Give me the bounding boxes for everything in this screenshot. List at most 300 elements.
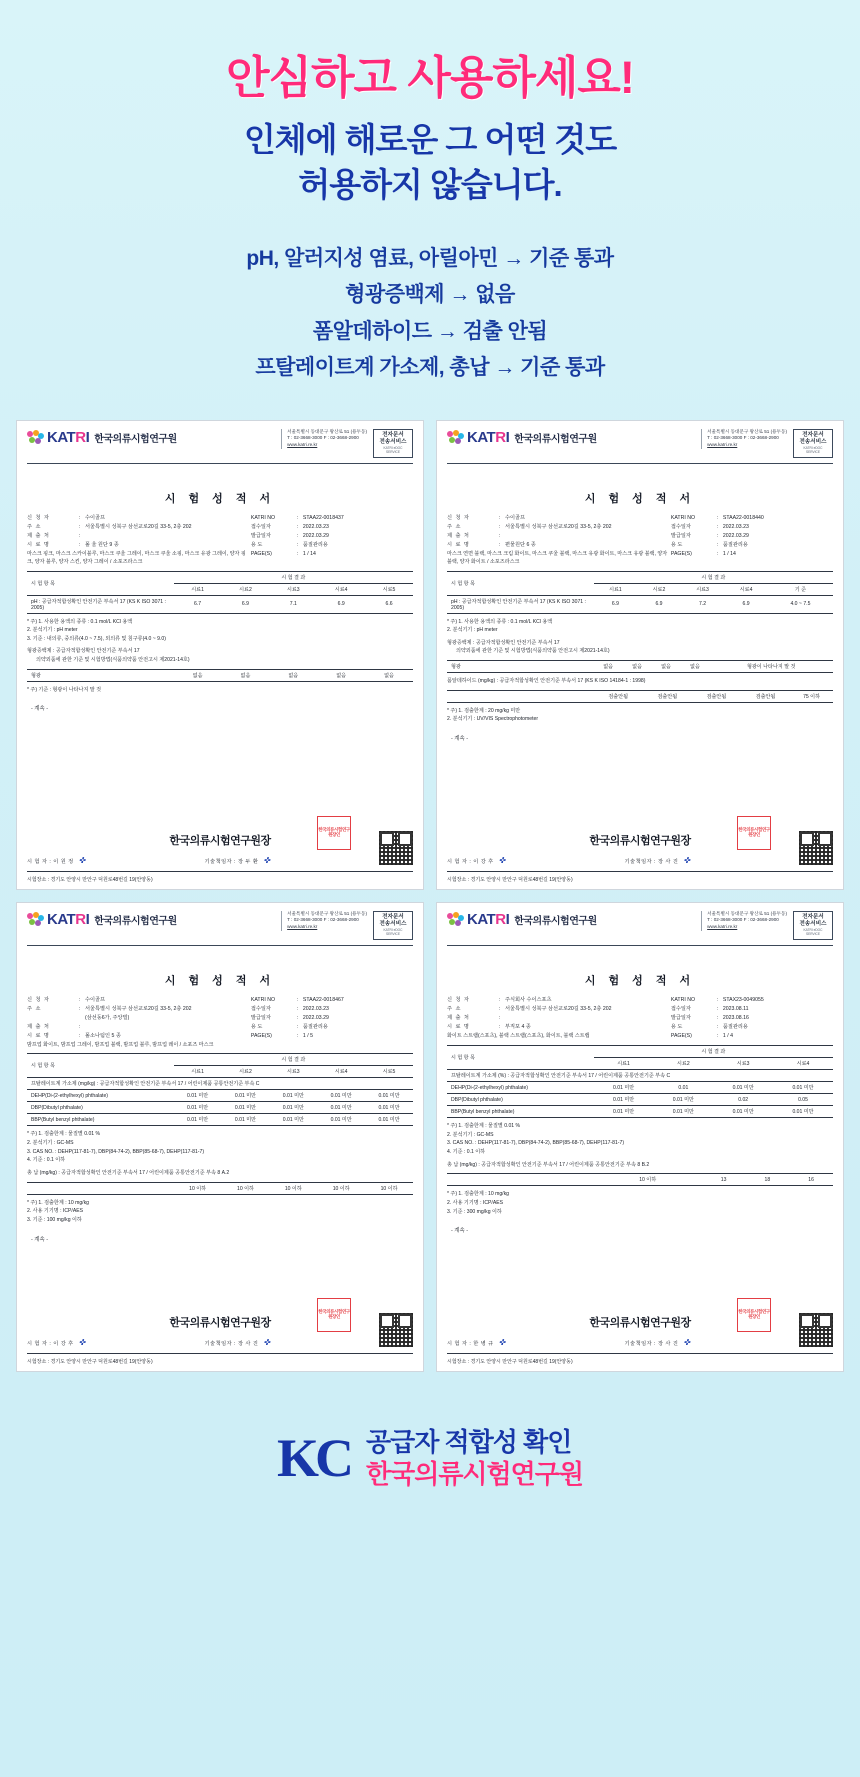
address-line-2: T : 02-3668-3000 F : 02-3668-2900 bbox=[707, 917, 779, 923]
meta-value-address: 서울특별시 성북구 삼선교로20길 33-5, 2층 202 bbox=[85, 523, 192, 530]
address-line-3: www.katri.re.kr bbox=[287, 442, 318, 448]
katri-logo bbox=[27, 429, 177, 446]
cell-value: 검출안됨 bbox=[643, 690, 692, 702]
table-row bbox=[447, 690, 833, 702]
notes-block bbox=[447, 618, 833, 635]
meta-label-issued: 발급일자 bbox=[250, 532, 271, 539]
meta-label-received: 접수일자 bbox=[250, 523, 271, 530]
certificate-footer bbox=[437, 826, 843, 883]
meta-sample-description: 화이트 스트랩(스포츠), 블랙 스트랩(스포츠), 화이트, 블랙 스트랩 bbox=[447, 1033, 590, 1039]
cell-value: 없음 bbox=[222, 669, 270, 681]
signature-row bbox=[27, 856, 413, 865]
meta-label-report: 용 도 bbox=[250, 541, 263, 548]
cell-value: 0.01 미만 bbox=[365, 1102, 413, 1114]
cell-value: 없음 bbox=[623, 661, 652, 673]
katri-korean-name: 한국의류시험연구원 bbox=[514, 433, 597, 445]
note-line: 3. CAS NO. : DEHP(117-81-7), DBP(84-74-2), BBP(85-68-7), DEHP(117-81-7) bbox=[447, 1140, 625, 1147]
cell-value: 0.01 미만 bbox=[174, 1090, 222, 1102]
cell-value: 0.01 미만 bbox=[653, 1094, 713, 1106]
results-table-secondary bbox=[447, 1173, 833, 1186]
results-table bbox=[447, 571, 833, 614]
org-name: 한국의류시험연구원장 bbox=[589, 1316, 691, 1329]
th-col: 시료3 bbox=[269, 583, 317, 595]
edoc-badge bbox=[373, 429, 413, 458]
note-line: 3. 기준 : 300 mg/kg 이하 bbox=[447, 1208, 502, 1215]
meta-label-page: PAGE(S) bbox=[670, 551, 692, 557]
claim-item: 폼알데하이드 → 검출 안됨 bbox=[312, 319, 548, 343]
note-line: * 주) 1. 검출한계 : 10 mg/kg bbox=[27, 1199, 89, 1206]
note-line: 2. 분석기기 : UV/VIS Spectrophotometer bbox=[447, 716, 539, 723]
section-lead bbox=[27, 1169, 413, 1178]
note-line: 4. 기준 : 0.1 이하 bbox=[27, 1157, 66, 1164]
meta-value-issued: 2022.03.29 bbox=[722, 532, 749, 539]
address-line-2: T : 02-3668-3000 F : 02-3668-2900 bbox=[287, 435, 359, 441]
meta-label-applicant: 신 청 자 bbox=[27, 996, 50, 1003]
cell-value: 10 이하 bbox=[594, 1174, 702, 1186]
section-fluorescent bbox=[27, 647, 413, 664]
address-line-1: 서울특별시 동대문구 왕산로 51 (용두동) bbox=[287, 910, 367, 916]
th-col: 시료4 bbox=[724, 583, 768, 595]
cell-value: 6.9 bbox=[637, 595, 681, 613]
note-line: 3. CAS NO. : DEHP(117-81-7), DBP(84-74-2), BBP(85-68-7), DEHP(117-81-7) bbox=[27, 1148, 205, 1155]
cell-value: 없음 bbox=[174, 669, 222, 681]
cell-value: 13 bbox=[702, 1174, 746, 1186]
meta-value-applicant: 주식회사 수이스포츠 bbox=[505, 996, 552, 1003]
meta-value-report: 품질관리용 bbox=[722, 541, 748, 548]
certificate-meta: 신 청 자 : 수이골프 주 소 : 서울특별시 성북구 삼선교로20길 33-5, 2층 202 (삼선동6가, 주앙빌) 제 출 처 : 시 료 명 : 폴소나팀인 5 종 밤프업 화이트, 밤프업 그레이, 밤프업 블랙, 밤프업 블루, 밤프업 레이 / 소포즈 마스크 KATRI NO : STAA22-0018467 접수일자 : 2022.03.23 발급일자 : 2022.03.29 용 도 : 품질관리용 PAGE(S) : 1 / 5 bbox=[27, 996, 413, 1050]
cell-value: 10 이하 bbox=[222, 1182, 270, 1194]
cell-value: 75 이하 bbox=[790, 690, 833, 702]
official-seal-icon: 한국의류시험연구원장인 bbox=[737, 1298, 771, 1332]
cell-value: 0.01 미만 bbox=[594, 1106, 654, 1118]
section-note: * 주) 기준 : 형광이 나타나지 말 것 bbox=[27, 686, 102, 693]
meta-value-sample: 편물원단 6 종 bbox=[505, 541, 536, 548]
cell-item bbox=[27, 1182, 174, 1194]
notes-block bbox=[27, 1130, 413, 1165]
cell-value: 없음 bbox=[269, 669, 317, 681]
certificate-card bbox=[16, 420, 424, 890]
continue-marker: - 계속 - bbox=[451, 736, 469, 743]
cell-item: DBP(Dibutyl phthalate) bbox=[447, 1094, 594, 1106]
kc-footer-line1: 공급자 적합성 확인 bbox=[365, 1426, 572, 1457]
th-col: 시료2 bbox=[222, 583, 270, 595]
qr-code-icon bbox=[379, 831, 413, 865]
th-col: 시료4 bbox=[317, 583, 365, 595]
cell-value: 0.05 bbox=[773, 1094, 833, 1106]
edoc-badge bbox=[373, 911, 413, 940]
meta-value-katri-no: STAA22-0018467 bbox=[302, 996, 344, 1003]
certificate-grid bbox=[16, 420, 844, 1372]
th-col: 시료4 bbox=[317, 1066, 365, 1078]
meta-value-address2: (삼선동6가, 주앙빌) bbox=[85, 1014, 130, 1021]
katri-korean-name: 한국의류시험연구원 bbox=[94, 915, 177, 927]
note-line: 3. 기준 : 100 mg/kg 이하 bbox=[27, 1216, 82, 1223]
signature-mark-icon: ✜ bbox=[498, 855, 506, 865]
cell-value: 10 이하 bbox=[269, 1182, 317, 1194]
meta-value-report: 품질관리용 bbox=[722, 1023, 748, 1030]
signature-mark-icon: ✜ bbox=[78, 855, 86, 865]
cell-item: DEHP(Di-(2-ethylhexyl) phthalate) bbox=[447, 1082, 594, 1094]
test-place bbox=[447, 871, 833, 883]
results-table-tertiary bbox=[447, 690, 833, 703]
th-item: 시 험 항 목 bbox=[27, 1054, 174, 1078]
katri-address bbox=[701, 429, 787, 449]
section-lead bbox=[447, 1161, 833, 1170]
th-item: 시 험 항 목 bbox=[27, 571, 174, 595]
issuing-organization bbox=[447, 1308, 833, 1330]
table-row bbox=[27, 1078, 413, 1090]
label-place: 시험장소 : bbox=[447, 1358, 470, 1365]
value-tech: 장 사 진 bbox=[657, 1340, 679, 1347]
meta-value-sample: 폴 울 원단 9 종 bbox=[85, 541, 119, 548]
test-place bbox=[27, 1353, 413, 1365]
note-line: 2. 분석기기 : GC-MS bbox=[447, 1131, 494, 1138]
cell-value: 검출안됨 bbox=[594, 690, 643, 702]
cell-value: 0.01 미만 bbox=[317, 1102, 365, 1114]
meta-label-sample: 시 료 명 bbox=[27, 541, 50, 548]
meta-value-sample: 부직포 4 종 bbox=[505, 1023, 531, 1030]
results-table-secondary bbox=[27, 1182, 413, 1195]
notes-block-2 bbox=[447, 707, 833, 724]
katri-logo bbox=[27, 911, 177, 928]
th-item: 시 험 항 목 bbox=[447, 1046, 594, 1070]
meta-value-address: 서울특별시 성북구 삼선교로20길 33-5, 2층 202 bbox=[505, 523, 612, 530]
meta-value-page: 1 / 14 bbox=[302, 551, 316, 557]
meta-value-submitter bbox=[505, 532, 671, 541]
th-col: 시료1 bbox=[174, 583, 222, 595]
cell-value: 0.01 미만 bbox=[269, 1114, 317, 1126]
certificate-card bbox=[436, 420, 844, 890]
cell-item: pH : 공급자적합성확인 안전기준 부속서 17 (KS K ISO 3071 : 2005) bbox=[27, 595, 174, 613]
meta-label-katri-no: KATRI NO bbox=[670, 996, 695, 1003]
cell-value: 형광이 나타나지 말 것 bbox=[709, 661, 833, 673]
meta-sample-description: 밤프업 화이트, 밤프업 그레이, 밤프업 블랙, 밤프업 블루, 밤프업 레이 / 소포즈 마스크 bbox=[27, 1042, 214, 1049]
th-col: 시료3 bbox=[269, 1066, 317, 1078]
certificate-title: 시 험 성 적 서 bbox=[164, 492, 276, 505]
meta-label-katri-no: KATRI NO bbox=[250, 996, 275, 1003]
label-place: 시험장소 : bbox=[27, 876, 50, 883]
cell-value: 0.01 미만 bbox=[174, 1114, 222, 1126]
cell-value: 0.01 미만 bbox=[222, 1090, 270, 1102]
address-line-1: 서울특별시 동대문구 왕산로 51 (용두동) bbox=[707, 910, 787, 916]
signature-mark-icon: ✜ bbox=[263, 855, 271, 865]
th-results: 시 험 결 과 bbox=[174, 1054, 413, 1066]
label-tech: 기술책임자 : bbox=[624, 858, 656, 865]
edoc-badge bbox=[793, 911, 833, 940]
cell-value: 검출안됨 bbox=[741, 690, 790, 702]
th-results: 시 험 결 과 bbox=[174, 571, 413, 583]
test-place bbox=[447, 1353, 833, 1365]
note-line: 2. 사용 기기명 : ICP/AES bbox=[447, 1200, 504, 1207]
th-col: 시료3 bbox=[713, 1058, 773, 1070]
label-place: 시험장소 : bbox=[447, 876, 470, 883]
results-table-secondary bbox=[447, 660, 833, 673]
meta-label-report: 용 도 bbox=[670, 541, 683, 548]
edoc-badge bbox=[793, 429, 833, 458]
meta-label-received: 접수일자 bbox=[670, 523, 691, 530]
cell-value: 6.6 bbox=[365, 595, 413, 613]
signature-mark-icon: ✜ bbox=[498, 1337, 506, 1347]
section-title: 프탈레이트계 가소제 (%) : 공급자적합성확인 안전기준 부속서 17 / 어린이제품 공통안전기준 부속 C bbox=[447, 1070, 833, 1082]
address-line-3: www.katri.re.kr bbox=[707, 442, 738, 448]
org-name: 한국의류시험연구원장 bbox=[169, 1316, 271, 1329]
meta-label-submitter: 제 출 처 bbox=[27, 1023, 50, 1030]
cell-value: 6.9 bbox=[594, 595, 638, 613]
cell-value: 없음 bbox=[652, 661, 681, 673]
th-col: 시료2 bbox=[637, 583, 681, 595]
katri-wordmark: KATRI bbox=[47, 428, 90, 446]
certificate-meta: 신 청 자 : 수이골프 주 소 : 서울특별시 성북구 삼선교로20길 33-5, 2층 202 제 출 처 : 시 료 명 : 편물원단 6 종 마스크 연면 블랙, 마스크 크림 화이트, 마스크 쿠울 블랙, 마스크 유광 화이트, 마스크 유광 블랙, 양자 블랙, 양자 화이트 / 소포즈라스크 KATRI NO : STAA22-0018440 접수일자 : 2022.03.23 발급일자 : 2022.03.29 용 도 : 품질관리용 PAGE(S) : 1 / 14 bbox=[447, 514, 833, 567]
table-row bbox=[447, 1070, 833, 1082]
meta-value-address: 서울특별시 성북구 삼선교로20길 33-5, 2층 202 bbox=[85, 1005, 192, 1012]
edoc-sub: 전송서비스 bbox=[799, 921, 827, 928]
th-col: 시료1 bbox=[594, 1058, 654, 1070]
section-title: 총 납 (mg/kg) : 공급자적합성확인 안전기준 부속서 17 / 어린이제품 공통안전기준 부속 8 A.2 bbox=[27, 1169, 230, 1176]
certificate-footer bbox=[17, 1308, 423, 1365]
meta-label-katri-no: KATRI NO bbox=[250, 514, 275, 521]
section-sub: 의약외품에 관한 기준 및 시험방법(식품의약품 안전고시 제2021-14호) bbox=[456, 648, 610, 655]
cell-value: 0.01 미만 bbox=[222, 1114, 270, 1126]
meta-label-sample: 시 료 명 bbox=[447, 541, 470, 548]
katri-logo bbox=[447, 429, 597, 446]
meta-value-applicant: 수이골프 bbox=[85, 996, 106, 1003]
value-place: 경기도 안양시 만안구 덕원로48번길 19(안양동) bbox=[470, 876, 573, 883]
signature-row bbox=[447, 1338, 833, 1347]
edoc-sub: 전송서비스 bbox=[799, 439, 827, 446]
section-title: 프탈레이트계 가소제 (mg/kg) : 공급자적합성확인 안전기준 부속서 17 / 어린이제품 공통안전기준 부속 C bbox=[27, 1078, 413, 1090]
official-seal-icon: 한국의류시험연구원장인 bbox=[317, 816, 351, 850]
cell-value: 0.01 미만 bbox=[269, 1090, 317, 1102]
edoc-small: KATRI eDOC SERVICE bbox=[383, 928, 403, 937]
meta-value-submitter bbox=[85, 1023, 251, 1032]
continue-marker: - 계속 - bbox=[451, 1228, 469, 1235]
headline-sub-line2: 허용하지 않습니다. bbox=[298, 165, 562, 203]
table-row bbox=[447, 1082, 833, 1094]
signature-mark-icon: ✜ bbox=[78, 1337, 86, 1347]
results-table bbox=[447, 1045, 833, 1118]
cell-value: 4.0 ~ 7.5 bbox=[768, 595, 833, 613]
headline-block bbox=[0, 50, 860, 386]
meta-label-report: 용 도 bbox=[250, 1023, 263, 1030]
section-formaldehyde bbox=[447, 677, 833, 686]
edoc-small: KATRI eDOC SERVICE bbox=[803, 928, 823, 937]
table-row bbox=[447, 1094, 833, 1106]
table-row bbox=[27, 1090, 413, 1102]
th-col: 시료1 bbox=[594, 583, 638, 595]
signature-row bbox=[447, 856, 833, 865]
th-col: 시료4 bbox=[773, 1058, 833, 1070]
edoc-sub: 전송서비스 bbox=[379, 439, 407, 446]
cell-value: 0.01 미만 bbox=[713, 1082, 773, 1094]
certificate-meta: 신 청 자 : 주식회사 수이스포츠 주 소 : 서울특별시 성북구 삼선교로20길 33-5, 2층 202 제 출 처 : 시 료 명 : 부직포 4 종 화이트 스트랩(스포츠), 블랙 스트랩(스포츠), 화이트, 블랙 스트랩 KATRI NO : STAX23-0049055 접수일자 : 2023.08.11 발급일자 : 2023.08.16 용 도 : 품질관리용 PAGE(S) : 1 / 4 bbox=[447, 996, 833, 1041]
katri-wordmark: KATRI bbox=[47, 910, 90, 928]
cell-value: 0.01 미만 bbox=[713, 1106, 773, 1118]
address-line-1: 서울특별시 동대문구 왕산로 51 (용두동) bbox=[707, 428, 787, 434]
meta-value-page: 1 / 5 bbox=[302, 1033, 313, 1039]
table-row bbox=[447, 595, 833, 613]
meta-value-applicant: 수이골프 bbox=[85, 514, 106, 521]
cell-value: 0.01 미만 bbox=[365, 1114, 413, 1126]
meta-label-address: 주 소 bbox=[27, 523, 42, 530]
cell-value: 0.01 미만 bbox=[174, 1102, 222, 1114]
cell-item: BBP(Butyl benzyl phthalate) bbox=[447, 1106, 594, 1118]
cell-value: 0.01 미만 bbox=[317, 1090, 365, 1102]
note-line: 2. 사용 기기명 : ICP/AES bbox=[27, 1208, 84, 1215]
value-tester: 이 강 후 bbox=[53, 1340, 74, 1347]
cell-value: 0.01 미만 bbox=[594, 1094, 654, 1106]
meta-label-katri-no: KATRI NO bbox=[670, 514, 695, 521]
cell-value: 검출안됨 bbox=[692, 690, 741, 702]
value-tester: 이 강 후 bbox=[473, 858, 494, 865]
th-col: 기 준 bbox=[768, 583, 833, 595]
meta-label-address: 주 소 bbox=[447, 523, 462, 530]
cell-value: 0.01 미만 bbox=[773, 1106, 833, 1118]
cell-item bbox=[447, 1174, 594, 1186]
meta-value-issued: 2023.08.16 bbox=[722, 1014, 749, 1021]
certificate-card bbox=[436, 902, 844, 1372]
headline-sub-line1: 인체에 해로운 그 어떤 것도 bbox=[243, 121, 617, 159]
meta-sample-description: 마스크 핑크, 마스크 스카이블루, 마스크 쿠울 그레이, 마스크 쿠울 소핑, 마스크 유광 그레이, 양자 핑크, 양자 블루, 양자 스킨, 양자 그레이 / 소포즈라스크 bbox=[27, 551, 246, 566]
value-place: 경기도 안양시 만안구 덕원로48번길 19(안양동) bbox=[50, 1358, 153, 1365]
section-title: 형광증백제 : 공급자적합성확인 안전기준 부속서 17 bbox=[27, 648, 140, 655]
certificate-header bbox=[27, 429, 413, 464]
claim-item: pH, 알러지성 염료, 아릴아민 → 기준 통과 bbox=[246, 247, 614, 271]
cell-item: pH : 공급자적합성확인 안전기준 부속서 17 (KS K ISO 3071 : 2005) bbox=[447, 595, 594, 613]
section-fluorescent bbox=[447, 639, 833, 656]
th-col: 시료5 bbox=[365, 583, 413, 595]
cell-value: 7.1 bbox=[269, 595, 317, 613]
edoc-title: 전자문서 bbox=[382, 431, 404, 438]
address-line-3: www.katri.re.kr bbox=[707, 924, 738, 930]
address-line-2: T : 02-3668-3000 F : 02-3668-2900 bbox=[287, 917, 359, 923]
note-line: 3. 기준 : 내의류, 중의류(4.0 ~ 7.5), 외의류 및 침구류(4.0 ~ 9.0) bbox=[27, 635, 166, 642]
cell-value: 6.9 bbox=[222, 595, 270, 613]
table-row bbox=[27, 1182, 413, 1194]
certificate-title: 시 험 성 적 서 bbox=[164, 974, 276, 987]
label-tech: 기술책임자 : bbox=[204, 1340, 236, 1347]
th-results: 시 험 결 과 bbox=[594, 571, 833, 583]
cell-value: 없음 bbox=[317, 669, 365, 681]
cell-value: 없음 bbox=[594, 661, 623, 673]
signature-row bbox=[27, 1338, 413, 1347]
test-place bbox=[27, 871, 413, 883]
address-line-1: 서울특별시 동대문구 왕산로 51 (용두동) bbox=[287, 428, 367, 434]
table-row bbox=[27, 1114, 413, 1126]
meta-label-sample: 시 료 명 bbox=[447, 1023, 470, 1030]
edoc-sub: 전송서비스 bbox=[379, 921, 407, 928]
meta-label-submitter: 제 출 처 bbox=[447, 1014, 470, 1021]
meta-label-applicant: 신 청 자 bbox=[447, 996, 470, 1003]
certificate-card bbox=[16, 902, 424, 1372]
katri-wordmark: KATRI bbox=[467, 910, 510, 928]
katri-address bbox=[281, 429, 367, 449]
results-table bbox=[27, 1053, 413, 1126]
meta-value-applicant: 수이골프 bbox=[505, 514, 526, 521]
cell-value: 10 이하 bbox=[317, 1182, 365, 1194]
value-tech: 장 두 환 bbox=[237, 858, 259, 865]
certificate-meta: 신 청 자 : 수이골프 주 소 : 서울특별시 성북구 삼선교로20길 33-5, 2층 202 제 출 처 : 시 료 명 : 폴 울 원단 9 종 마스크 핑크, 마스크 스카이블루, 마스크 쿠울 그레이, 마스크 쿠울 소핑, 마스크 유광 그레이, 양자 핑크, 양자 블루, 양자 스킨, 양자 그레이 / 소포즈라스크 KATRI NO : STAA22-0018437 접수일자 : 2022.03.23 발급일자 : 2022.03.29 용 도 : 품질관리용 PAGE(S) : 1 / 14 bbox=[27, 514, 413, 567]
edoc-title: 전자문서 bbox=[382, 913, 404, 920]
note-line: 2. 분석기기 : GC-MS bbox=[27, 1140, 74, 1146]
meta-sample-description: 마스크 연면 블랙, 마스크 크림 화이트, 마스크 쿠울 블랙, 마스크 유광 화이트, 마스크 유광 블랙, 양자 블랙, 양자 화이트 / 소포즈라스크 bbox=[447, 551, 668, 566]
address-line-3: www.katri.re.kr bbox=[287, 924, 318, 930]
value-tester: 한 병 규 bbox=[473, 1340, 494, 1347]
label-tech: 기술책임자 : bbox=[204, 858, 236, 865]
cell-value: 0.01 미만 bbox=[594, 1082, 654, 1094]
cell-value: 6.9 bbox=[724, 595, 768, 613]
edoc-title: 전자문서 bbox=[802, 913, 824, 920]
katri-korean-name: 한국의류시험연구원 bbox=[94, 433, 177, 445]
th-item: 시 험 항 목 bbox=[447, 571, 594, 595]
meta-value-received: 2023.08.11 bbox=[722, 1005, 749, 1012]
official-seal-icon: 한국의류시험연구원장인 bbox=[317, 1298, 351, 1332]
results-table-secondary bbox=[27, 669, 413, 682]
note-line: * 주) 1. 사용한 용액의 종류 : 0.1 mol/L KCl 용액 bbox=[447, 618, 553, 625]
issuing-organization bbox=[447, 826, 833, 848]
signature-mark-icon: ✜ bbox=[683, 1337, 691, 1347]
meta-value-sample: 폴소나팀인 5 종 bbox=[85, 1033, 121, 1039]
meta-value-received: 2022.03.23 bbox=[302, 523, 329, 530]
logo-dots-icon bbox=[27, 912, 44, 927]
table-row bbox=[27, 1102, 413, 1114]
th-results: 시 험 결 과 bbox=[594, 1046, 833, 1058]
kc-footer-line2: 한국의류시험연구원 bbox=[365, 1459, 584, 1490]
note-line: * 주) 1. 검출한계 : 10 mg/kg bbox=[447, 1191, 509, 1198]
katri-address bbox=[281, 911, 367, 931]
certificate-header bbox=[27, 911, 413, 946]
section-sub: 의약외품에 관한 기준 및 시험방법(식품의약품 안전고시 제2021-14호) bbox=[36, 657, 190, 664]
notes-block bbox=[27, 618, 413, 644]
certificate-footer bbox=[437, 1308, 843, 1365]
cell-value: 0.01 bbox=[653, 1082, 713, 1094]
cell-value: 없음 bbox=[680, 661, 709, 673]
issuing-organization bbox=[27, 826, 413, 848]
table-row bbox=[447, 1106, 833, 1118]
th-col: 시료3 bbox=[681, 583, 725, 595]
edoc-small: KATRI eDOC SERVICE bbox=[803, 446, 823, 455]
cell-item: DBP(Dibutyl phthalate) bbox=[27, 1102, 174, 1114]
meta-value-katri-no: STAA22-0018437 bbox=[302, 514, 344, 521]
table-row bbox=[447, 661, 833, 673]
th-col: 시료2 bbox=[222, 1066, 270, 1078]
meta-value-received: 2022.03.23 bbox=[302, 1005, 329, 1012]
signature-mark-icon: ✜ bbox=[683, 855, 691, 865]
certificate-header bbox=[447, 911, 833, 946]
cell-value: 0.01 미만 bbox=[317, 1114, 365, 1126]
address-line-2: T : 02-3668-3000 F : 02-3668-2900 bbox=[707, 435, 779, 441]
meta-label-page: PAGE(S) bbox=[250, 551, 272, 557]
cell-value: 16 bbox=[789, 1174, 833, 1186]
th-col: 시료2 bbox=[653, 1058, 713, 1070]
cell-value: 0.02 bbox=[713, 1094, 773, 1106]
kc-footer bbox=[0, 1406, 860, 1517]
value-place: 경기도 안양시 만안구 덕원로48번길 19(안양동) bbox=[50, 876, 153, 883]
cell-item: BBP(Butyl benzyl phthalate) bbox=[27, 1114, 174, 1126]
continue-marker: - 계속 - bbox=[31, 1236, 49, 1243]
logo-dots-icon bbox=[447, 430, 464, 445]
meta-label-submitter: 제 출 처 bbox=[447, 532, 470, 539]
note-line: 2. 분석기기 : pH meter bbox=[27, 627, 78, 634]
section-title: 총 납 (mg/kg) : 공급자적합성확인 안전기준 부속서 17 / 어린이제품 공통안전기준 부속 8 B.2 bbox=[447, 1161, 650, 1168]
notes-block bbox=[447, 1122, 833, 1157]
label-tester: 시 험 자 : bbox=[27, 858, 52, 865]
qr-code-icon bbox=[379, 1313, 413, 1347]
meta-label-page: PAGE(S) bbox=[670, 1033, 692, 1039]
notes-block-2 bbox=[27, 1199, 413, 1225]
katri-logo bbox=[447, 911, 597, 928]
label-tester: 시 험 자 : bbox=[27, 1340, 52, 1347]
section-title: 폼알데하이드 (mg/kg) : 공급자적합성확인 안전기준 부속서 17 (KS K ISO 14184-1 : 1998) bbox=[447, 678, 646, 685]
